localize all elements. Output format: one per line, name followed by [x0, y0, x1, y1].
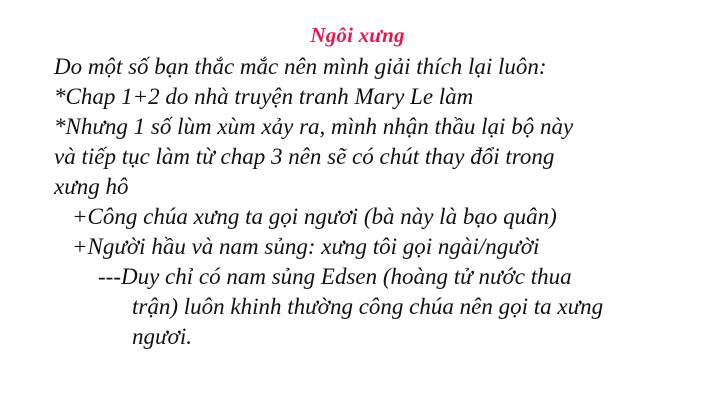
text-line: ngươi.: [132, 324, 192, 349]
text-line: Do một số bạn thắc mắc nên mình giải thích lại luôn:: [54, 54, 547, 79]
document-body: [14, 52, 701, 352]
text-line: *Nhưng 1 số lùm xùm xảy ra, mình nhận thầu lại bộ này: [54, 114, 574, 139]
text-line: ---Duy chỉ có nam sủng Edsen (hoàng tử nước thua: [98, 264, 572, 289]
text-line: xưng hô: [54, 174, 129, 199]
text-line: và tiếp tục làm từ chap 3 nên sẽ có chút thay đổi trong: [54, 144, 555, 169]
text-line: +Công chúa xưng ta gọi ngươi (bà này là bạo quân): [72, 204, 557, 229]
text-line: *Chap 1+2 do nhà truyện tranh Mary Le làm: [54, 84, 474, 109]
text-line: +Người hầu và nam sủng: xưng tôi gọi ngài/người: [72, 234, 540, 259]
text-line: trận) luôn khinh thường công chúa nên gọi ta xưng: [132, 294, 604, 319]
page-title: Ngôi xưng: [310, 23, 405, 47]
